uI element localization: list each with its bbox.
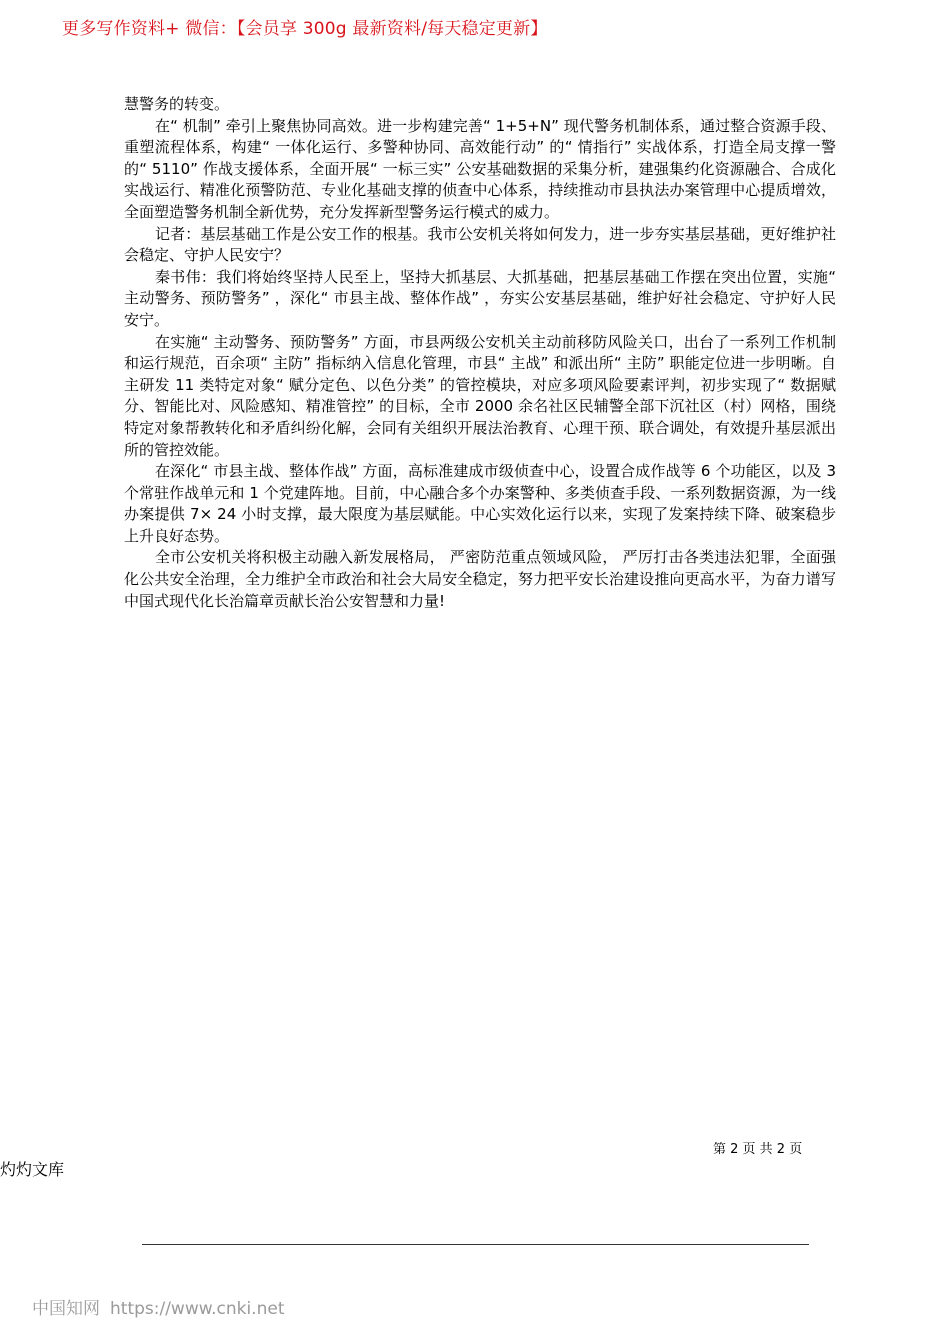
paragraph: 全市公安机关将积极主动融入新发展格局， 严密防范重点领域风险， 严厉打击各类违法犯罪，全面强化公共安全治理，全力维护全市政治和社会大局安全稳定，努力把平安长治建设推向更高水平，为奋力谱写中国式现代化长治篇章贡献长治公安智慧和力量!: [124, 548, 836, 610]
paragraph: 在深化“ 市县主战、整体作战” 方面，高标准建成市级侦查中心，设置合成作战等 6 个功能区，以及 3 个常驻作战单元和 1 个党建阵地。目前，中心融合多个办案警种、多类侦查手段、一系列数据资源，为一线办案提供 7× 24 小时支撑，最大限度为基层赋能。中心实效化运行以来，实现了发案持续下降、破案稳步上升良好态势。: [124, 462, 836, 545]
paragraph: 记者：基层基础工作是公安工作的根基。我市公安机关将如何发力，进一步夯实基层基础，更好维护社会稳定、守护人民安宁？: [124, 224, 836, 265]
library-name: 灼灼文库: [0, 1160, 65, 1179]
watermark-brand: 中国知网: [32, 1299, 100, 1319]
paragraph: 慧警务的转变。: [124, 95, 230, 113]
paragraph: 秦书伟：我们将始终坚持人民至上，坚持大抓基层、大抓基础，把基层基础工作摆在突出位置，实施“ 主动警务、预防警务” ，深化“ 市县主战、整体作战” ，夯实公安基层基础，维护好社会稳定、守护好人民安宁。: [124, 267, 836, 329]
article-body: [124, 94, 836, 612]
paragraph: 在实施“ 主动警务、预防警务” 方面，市县两级公安机关主动前移防风险关口，出台了一系列工作机制和运行规范，百余项“ 主防” 指标纳入信息化管理，市县“ 主战” 和派出所“ 主防” 职能定位进一步明晰。自主研发 11 类特定对象“ 赋分定色、以色分类” 的管控模块，对应多项风险要素评判，初步实现了“ 数据赋分、智能比对、风险感知、精准管控” 的目标，全市 2000 余名社区民辅警全部下沉社区（村）网格，围绕特定对象帮教转化和矛盾纠纷化解，会同有关组织开展法治教育、心理干预、联合调处，有效提升基层派出所的管控效能。: [124, 332, 836, 459]
watermark-url[interactable]: https://www.cnki.net: [110, 1299, 285, 1319]
page-number: 第 2 页 共 2 页: [713, 1142, 803, 1157]
paragraph: 在“ 机制” 牵引上聚焦协同高效。进一步构建完善“ 1+5+N” 现代警务机制体系，通过整合资源手段、重塑流程体系，构建“ 一体化运行、多警种协同、高效能行动” 的“ 情指行” 实战体系，打造全局支撑一警的“ 5110” 作战支援体系，全面开展“ 一标三实” 公安基础数据的采集分析，建强集约化资源融合、合成化实战运行、精准化预警防范、专业化基础支撑的侦查中心体系，持续推动市县执法办案管理中心提质增效，全面塑造警务机制全新优势，充分发挥新型警务运行模式的威力。: [124, 116, 836, 221]
footer-divider: [142, 1244, 809, 1245]
source-watermark: [32, 1294, 284, 1319]
promo-banner: 更多写作资料+ 微信：【会员享 300g 最新资料/每天稳定更新】: [62, 19, 548, 39]
